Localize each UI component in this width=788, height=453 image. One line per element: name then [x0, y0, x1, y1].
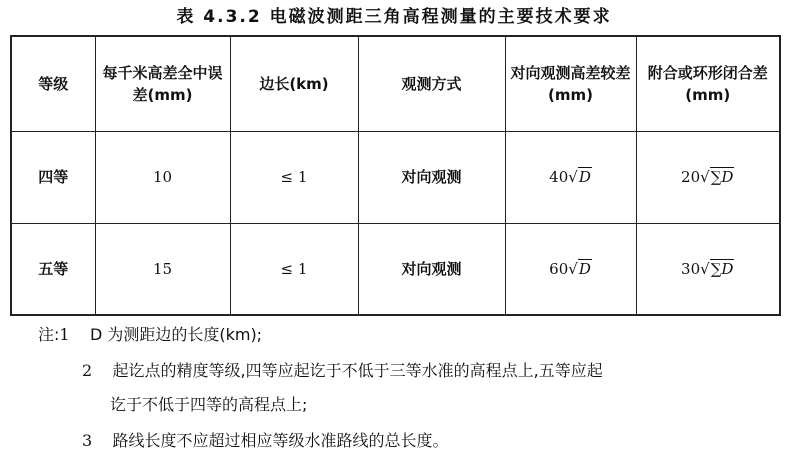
- cell-diff: 40√D: [505, 131, 636, 223]
- header-closure: 附合或环形闭合差(mm): [636, 36, 780, 131]
- closure-coef: 20: [681, 168, 701, 186]
- note-2-continued: [110, 392, 307, 415]
- header-diff: 对向观测高差较差(mm): [505, 36, 636, 131]
- header-grade: 等级: [11, 36, 95, 131]
- note-text: 讫于不低于四等的高程点上;: [110, 395, 308, 414]
- note-text: 起讫点的精度等级,四等应起讫于不低于三等水准的高程点上,五等应起: [112, 361, 603, 380]
- note-1: [38, 322, 262, 345]
- note-3: [82, 428, 449, 451]
- diff-coef: 60: [549, 259, 569, 278]
- note-text: D 为测距边的长度(km);: [89, 325, 263, 344]
- table-title: 表 4.3.2 电磁波测距三角高程测量的主要技术要求: [176, 7, 612, 27]
- table-row: [11, 223, 780, 315]
- cell-method: 对向观测: [358, 131, 505, 223]
- header-error: 每千米高差全中误差(mm): [95, 36, 230, 131]
- cell-error: 10: [95, 131, 230, 223]
- cell-error: 15: [95, 223, 230, 315]
- note-text: 路线长度不应超过相应等级水准路线的总长度。: [112, 431, 449, 450]
- cell-method: 对向观测: [358, 223, 505, 315]
- closure-coef: 30: [681, 259, 701, 278]
- header-row: [11, 36, 780, 131]
- closure-var: ∑D: [710, 259, 734, 278]
- spec-table: [10, 35, 781, 316]
- header-method: 观测方式: [358, 36, 505, 131]
- table-row: [11, 131, 780, 223]
- cell-grade: 四等: [11, 131, 95, 223]
- cell-side: ≤ 1: [230, 131, 358, 223]
- cell-side: ≤ 1: [230, 223, 358, 315]
- note-number: 1: [59, 325, 70, 344]
- diff-var: D: [578, 168, 591, 186]
- cell-diff: 60√D: [505, 223, 636, 315]
- cell-closure: 30√∑D: [636, 223, 780, 315]
- note-number: 2: [82, 361, 93, 380]
- diff-coef: 40: [549, 168, 569, 186]
- cell-grade: 五等: [11, 223, 95, 315]
- closure-var: ∑D: [710, 168, 734, 186]
- note-number: 3: [82, 431, 93, 450]
- diff-var: D: [578, 259, 591, 278]
- cell-closure: 20√∑D: [636, 131, 780, 223]
- header-side: 边长(km): [230, 36, 358, 131]
- note-2: [82, 358, 603, 381]
- notes-prefix: 注:: [38, 325, 60, 344]
